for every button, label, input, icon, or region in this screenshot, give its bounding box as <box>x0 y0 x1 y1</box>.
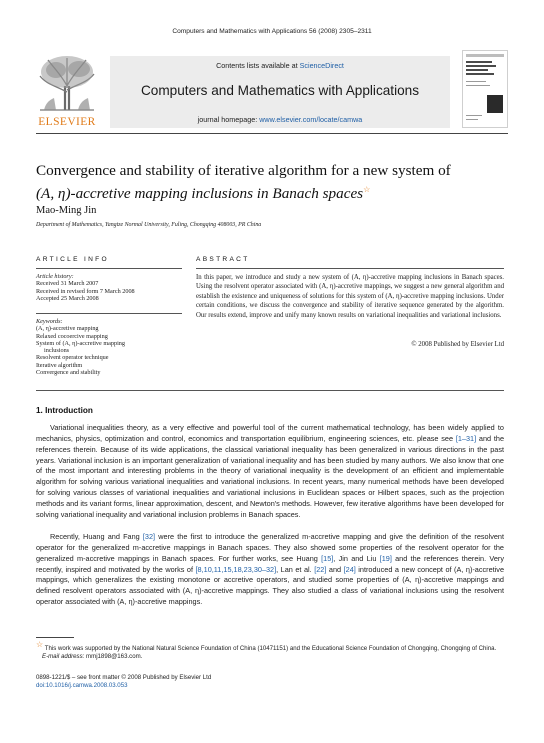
keyword-item: (A, η)-accretive mapping <box>36 325 99 333</box>
author-name: Mao-Ming Jin <box>36 205 97 216</box>
journal-title: Computers and Mathematics with Applications <box>140 83 420 98</box>
citation-link[interactable]: [1–31] <box>455 433 477 443</box>
sciencedirect-link[interactable]: ScienceDirect <box>299 61 344 70</box>
text-span: and the references therein. Very recently, inspired and motivated by the works of <box>36 553 504 574</box>
history-label: Article history: <box>36 273 74 280</box>
author-affiliation: Department of Mathematics, Yangtze Normal University, Fuling, Chongqing 408003, PR China <box>36 222 262 228</box>
contents-line <box>110 61 450 70</box>
page-footer <box>36 674 211 690</box>
homepage-link[interactable]: www.elsevier.com/locate/camwa <box>259 115 363 124</box>
journal-masthead <box>36 52 508 132</box>
article-info-rule <box>36 268 182 269</box>
footnote-rule <box>36 637 74 638</box>
keywords-label: Keywords: <box>36 318 63 325</box>
abstract-heading: ABSTRACT <box>196 256 250 263</box>
front-matter-line: 0898-1221/$ – see front matter © 2008 Published by Elsevier Ltd <box>36 674 212 681</box>
funding-text: This work was supported by the National Natural Science Foundation of China (10471151) and the Educational Science Foundation of Chongqing, Chongqing of China. <box>43 645 497 653</box>
funding-note <box>36 641 504 653</box>
text-span: , Lan et al. <box>276 564 315 574</box>
introduction-paragraph-1 <box>36 423 504 521</box>
journal-cover-thumbnail-icon <box>462 50 508 128</box>
section-heading-introduction: 1. Introduction <box>36 406 93 415</box>
citation-link[interactable]: [24] <box>343 564 356 574</box>
keyword-item: Resolvent operator technique <box>36 354 109 362</box>
keyword-item: Relaxed cocoercive mapping <box>36 332 108 340</box>
email-address[interactable]: mmj1898@163.com. <box>84 653 143 661</box>
doi-link[interactable]: doi:10.1016/j.camwa.2008.03.053 <box>36 682 128 690</box>
keyword-item: Convergence and stability <box>36 369 101 377</box>
keywords <box>36 318 182 376</box>
email-label: E-mail address: <box>42 653 85 661</box>
contents-prefix: Contents lists available at <box>216 61 300 70</box>
text-span: , Jin and Liu <box>333 553 380 563</box>
history-received: Received 31 March 2007 <box>36 280 99 288</box>
homepage-prefix: journal homepage: <box>197 115 260 124</box>
article-title-line-2 <box>36 181 508 204</box>
masthead-rule <box>36 133 508 134</box>
citation-link[interactable]: [22] <box>314 564 327 574</box>
article-info-heading: ARTICLE INFO <box>36 256 109 263</box>
history-accepted: Accepted 25 March 2008 <box>36 294 99 302</box>
article-title <box>36 162 508 203</box>
abstract-bottom-rule <box>36 390 504 391</box>
elsevier-logo-text: ELSEVIER <box>38 116 96 128</box>
running-head: Computers and Mathematics with Applications 56 (2008) 2305–2311 <box>172 28 372 35</box>
footnote-star-icon: ☆ <box>36 640 44 649</box>
article-history <box>36 273 182 302</box>
abstract-rule <box>196 268 504 269</box>
keyword-item: Iterative algorithm <box>36 361 83 369</box>
keyword-item: inclusions <box>44 347 70 355</box>
introduction-paragraph-2 <box>36 532 504 608</box>
text-span: Recently, Huang and Fang <box>50 532 143 541</box>
citation-link[interactable]: [15] <box>321 553 334 563</box>
keyword-item: System of (A, η)-accretive mapping <box>36 339 125 347</box>
text-span: were the first to introduce the generalized m-accretive mapping and give the definition of the resolvent operator for the generalized m-accretive mappings in Banach spaces. They also showed some properties of the resolvent operator for the generalized m-accretive mappings in Banach spaces. For further works, see Huang <box>36 532 504 563</box>
citation-link[interactable]: [32] <box>142 532 156 541</box>
citation-link[interactable]: [19] <box>379 553 392 563</box>
text-span: and the references therein. Because of its wide applications, the classical variational inequality has been generalized in various directions in the past years. Variational inclusion is an important generalization of variational inequality and has been studied by many authors. We also know that one of the most important and interesting problems in the theory of variational inequality is the development of an efficient and implementable algorithm for solving various variational inequalities and variational inclusions. In recent years, many numerical methods have been developed for solving various classes of variational inequalities and variational inclusions in Euclidean spaces or Hilbert spaces, such as the projection methods and its variant forms, linear approximation, descent, and Newton's methods. However, few iterative algorithms have been developed for solving variational inequality and variational inclusion problems in Banach spaces. <box>36 433 505 519</box>
history-revised: Received in revised form 7 March 2008 <box>36 287 135 295</box>
citation-link[interactable]: [8,10,11,15,18,23,30–32] <box>195 564 277 574</box>
title-footnote-star-icon[interactable]: ☆ <box>363 184 371 194</box>
text-span: and <box>326 564 344 574</box>
article-title-text-2: (A, η)-accretive mapping inclusions in Banach spaces <box>36 184 364 202</box>
article-title-line-1: Convergence and stability of iterative algorithm for a new system of <box>36 162 451 179</box>
abstract-text: In this paper, we introduce and study a new system of (A, η)-accretive mapping inclusions in Banach spaces. Using the resolvent operator associated with (A, η)-accretive mappings, we suggest a new general algorithm and establish the existence and uniqueness of solutions for this system of (A, η)-accretive mapping inclusions. Under certain conditions, we discuss the convergence and stability of iterative sequence generated by the algorithm. Our results extend, improve and unify many known results on variational inequalities and variational inclusions. <box>196 274 504 319</box>
keywords-rule <box>36 313 182 314</box>
footnote <box>36 641 504 661</box>
homepage-line <box>110 115 450 124</box>
text-span: Variational inequalities theory, as a very effective and powerful tool of the current mathematical technology, has been widely applied to mechanics, physics, optimization and control, economics and transportation equilibrium, engineering sciences, etc. please see <box>36 423 504 443</box>
email-line <box>36 653 504 661</box>
abstract-copyright: © 2008 Published by Elsevier Ltd <box>411 341 504 348</box>
text-span: introduced a new concept of (A, η)-accretive mappings, which generalizes the existing monotone or accretive operators, and studied some properties of (A, η)-accretive mappings and defined resolvent operators associated with (A, η)-accretive mappings. They also studied a class of variational inclusions using the resolvent operator associated with (A, η)-accretive mappings. <box>36 564 505 607</box>
